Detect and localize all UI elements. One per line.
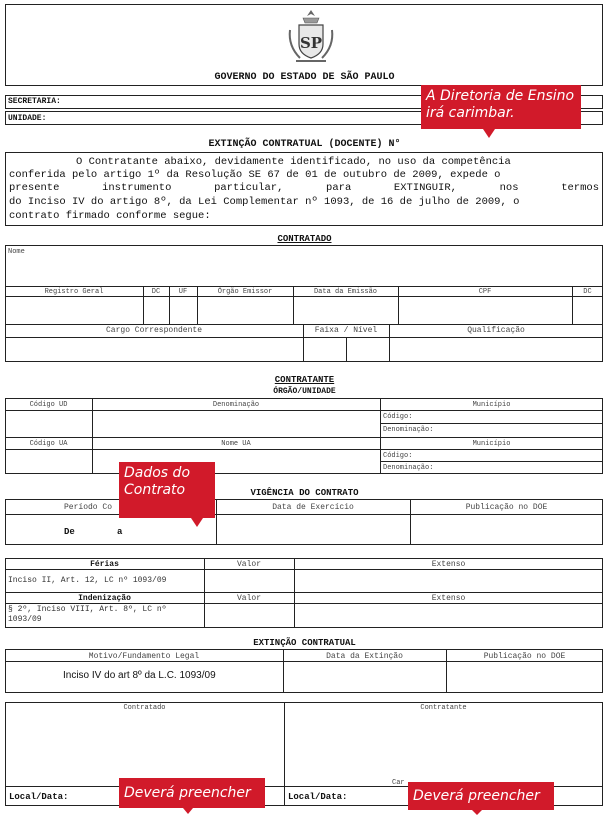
divider [346,337,347,362]
government-title: GOVERNO DO ESTADO DE SÃO PAULO [214,72,395,83]
indenizacao-extenso-label: Extenso [431,594,466,603]
intro-line: presente instrumento particular, para EXTINGUIR, nos termos [9,182,599,194]
callout-tail [483,129,495,138]
callout-dados-contrato [119,462,215,518]
state-seal-emblem [282,8,340,66]
municipio-ua-label: Município [472,440,511,448]
data-exercicio-label: Data de Exercício [272,503,354,512]
periodo-label: Período Co [64,503,113,512]
publicacao-doe-label: Publicação no DOE [465,503,548,512]
local-data-label-left: Local/Data: [9,792,69,802]
municipio-label: Município [472,401,511,409]
data-extincao-label: Data da Extinção [326,652,403,661]
divider [92,398,93,474]
nome-ua-label: Nome UA [221,440,251,448]
divider [5,410,603,411]
divider [5,592,603,593]
divider [5,449,603,450]
divider [284,702,285,806]
divider [5,661,603,662]
cargo-label: Cargo Correspondente [105,326,202,335]
extincao-publicacao-label: Publicação no DOE [483,652,566,661]
ferias-inciso-text: Inciso II, Art. 12, LC nº 1093/09 [8,576,167,585]
divider [380,398,381,474]
callout-dados-line2: Contrato [124,482,186,498]
qualificacao-label: Qualificação [467,326,525,335]
data-emissao-label: Data da Emissão [313,288,377,296]
a-label: a [117,527,123,537]
divider [5,296,603,297]
callout-tail [472,810,482,815]
motivo-value: Inciso IV do art 8º da L.C. 1093/09 [63,670,216,681]
contratado-title: CONTRATADO [277,234,332,244]
codigo-ua-field-label: Código: [383,452,413,460]
divider [5,603,603,604]
ferias-valor-label: Valor [236,560,261,569]
codigo-ua-label: Código UA [29,440,68,448]
registro-geral-label: Registro Geral [44,288,104,296]
callout-tail [183,808,193,814]
callout-diretoria [421,85,581,129]
divider [5,437,603,438]
orgao-emissor-label: Órgão Emissor [217,288,273,296]
orgao-unidade-title: ÓRGÃO/UNIDADE [273,387,336,396]
cpf-label: CPF [478,288,492,296]
contratado-signature-label: Contratado [123,704,166,712]
divider [5,337,603,338]
cargo-partial-label: Car [392,779,405,787]
intro-line: conferida pelo artigo 1º da Resolução SE 67 de 01 de outubro de 2009, expede o [9,169,501,181]
denominacao-label: Denominação [212,401,260,409]
unidade-label: UNIDADE: [8,114,47,123]
dc-label: DC [151,288,161,296]
divider [5,324,603,325]
denominacao-ua-field-label: Denominação: [383,464,434,472]
denominacao-field-label: Denominação: [383,426,434,434]
faixa-nivel-label: Faixa / Nível [314,326,378,335]
codigo-ud-label: Código UD [29,401,68,409]
intro-line: contrato firmado conforme segue: [9,210,211,222]
contratante-title: CONTRATANTE [274,375,335,385]
de-label: De [64,527,75,537]
nome-label: Nome [8,248,25,256]
divider [5,514,603,515]
callout-preencher-left [119,778,265,808]
secretaria-label: SECRETARIA: [8,97,61,106]
vigencia-title: VIGÊNCIA DO CONTRATO [250,488,359,498]
motivo-label: Motivo/Fundamento Legal [88,652,200,661]
indenizacao-text-line2: 1093/09 [8,615,42,624]
intro-line: O Contratante abaixo, devidamente identificado, no uso da competência [76,156,511,168]
ferias-title: Férias [90,560,119,569]
callout-preencher-right-text: Deverá preencher [413,788,540,804]
local-data-label-right: Local/Data: [288,792,348,802]
uf-label: UF [178,288,188,296]
divider [5,569,603,570]
extincao-title: EXTINÇÃO CONTRATUAL [253,638,356,648]
callout-dados-line1: Dados do [124,465,191,481]
contratado-table [5,245,603,362]
divider [380,423,603,424]
contratante-signature-label: Contratante [420,704,467,712]
dc-label-2: DC [583,288,592,296]
callout-diretoria-line2: irá carimbar. [426,105,515,121]
callout-preencher-right [408,782,554,810]
document-title: EXTINÇÃO CONTRATUAL (DOCENTE) N° [208,139,401,150]
divider [380,461,603,462]
callout-diretoria-line1: A Diretoria de Ensino [426,88,575,104]
intro-line: do Inciso IV do artigo 8º, da Lei Complementar nº 1093, de 16 de julho de 2009, o [9,196,520,208]
callout-tail [191,518,203,527]
divider [5,286,603,287]
indenizacao-text-line1: § 2º, Inciso VIII, Art. 8º, LC nº [8,605,167,614]
indenizacao-title: Indenização [78,594,131,603]
ferias-extenso-label: Extenso [431,560,466,569]
intro-paragraph-box [5,152,603,226]
seal-text: SP [299,34,323,52]
indenizacao-valor-label: Valor [236,594,261,603]
codigo-label: Código: [383,413,413,421]
callout-preencher-left-text: Deverá preencher [124,785,251,801]
